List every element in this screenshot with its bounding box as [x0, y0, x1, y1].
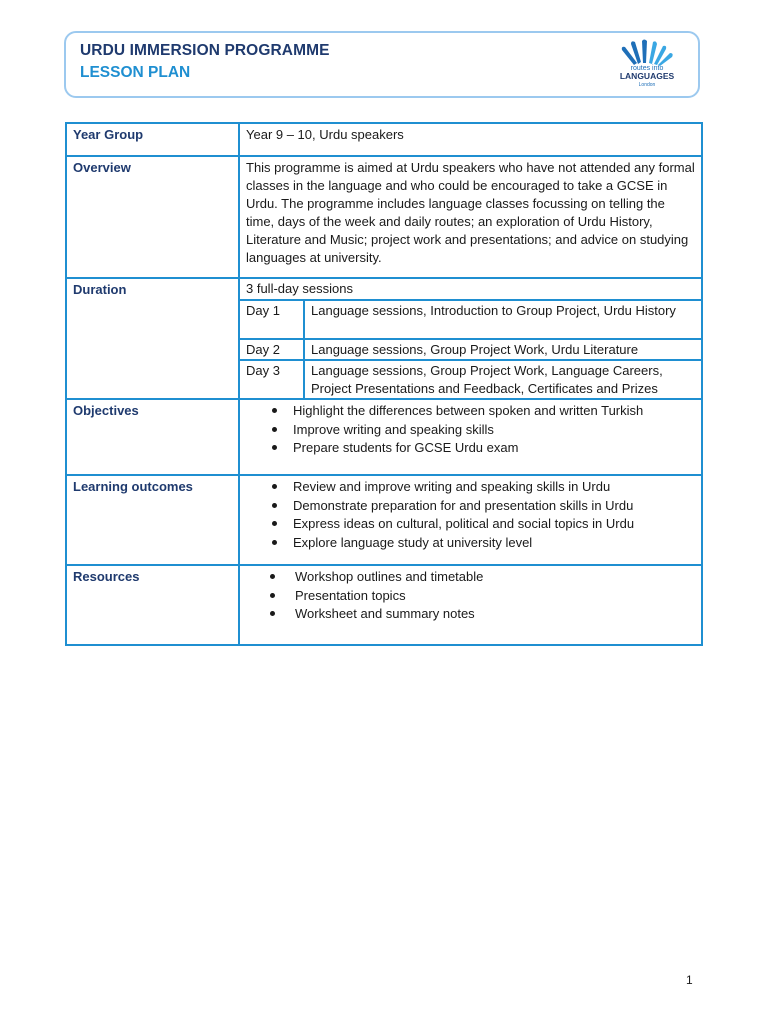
day-row	[240, 339, 701, 360]
list-item: Prepare students for GCSE Urdu exam	[246, 439, 696, 458]
day-label: Day 3	[240, 360, 304, 398]
row-overview	[66, 156, 702, 278]
label-overview: Overview	[66, 156, 239, 278]
value-year-group: Year 9 – 10, Urdu speakers	[239, 123, 702, 156]
label-objectives: Objectives	[66, 399, 239, 475]
lesson-plan-table	[65, 122, 703, 646]
duration-days-table	[240, 301, 701, 398]
document-subtitle: LESSON PLAN	[80, 64, 191, 81]
learning-outcomes-list	[246, 478, 696, 552]
resources-list	[246, 568, 696, 624]
objectives-list	[246, 402, 696, 458]
list-item: Explore language study at university level	[246, 534, 696, 553]
list-item: Workshop outlines and timetable	[246, 568, 696, 587]
logo-text-routes: routes into	[630, 65, 664, 72]
page-number: 1	[686, 973, 693, 987]
list-item: Highlight the differences between spoken and written Turkish	[246, 402, 696, 421]
day-label: Day 1	[240, 301, 304, 339]
label-learning-outcomes: Learning outcomes	[66, 475, 239, 565]
day-description: Language sessions, Introduction to Group Project, Urdu History	[311, 303, 676, 318]
logo-text-languages: LANGUAGES	[619, 71, 675, 81]
row-resources	[66, 565, 702, 645]
value-objectives	[239, 399, 702, 475]
header-box	[64, 31, 700, 98]
value-overview: This programme is aimed at Urdu speakers who have not attended any formal classes in the language and who could be encouraged to take a GCSE in Urdu. The programme includes language classes focussing on telling the time, days of the week and daily routes; an exploration of Urdu History, Literature and Music; project work and presentations; and advice on studying languages at university.	[239, 156, 702, 278]
list-item: Presentation topics	[246, 587, 696, 606]
logo-fan-icon	[616, 38, 678, 66]
value-resources	[239, 565, 702, 645]
document-title: URDU IMMERSION PROGRAMME	[80, 42, 330, 59]
day-description: Language sessions, Group Project Work, Language Careers, Project Presentations and Feedback, Certificates and Prizes	[304, 360, 701, 398]
day-description: Language sessions, Group Project Work, Urdu Literature	[304, 339, 701, 360]
row-learning-outcomes	[66, 475, 702, 565]
routes-into-languages-logo	[616, 38, 678, 94]
list-item: Improve writing and speaking skills	[246, 421, 696, 440]
logo-text-london: London	[638, 82, 656, 88]
list-item: Express ideas on cultural, political and social topics in Urdu	[246, 515, 696, 534]
value-learning-outcomes	[239, 475, 702, 565]
duration-summary: 3 full-day sessions	[240, 279, 701, 301]
label-resources: Resources	[66, 565, 239, 645]
row-year-group	[66, 123, 702, 156]
row-objectives	[66, 399, 702, 475]
row-duration	[66, 278, 702, 399]
day-label: Day 2	[240, 339, 304, 360]
day-row	[240, 301, 701, 339]
label-duration: Duration	[66, 278, 239, 399]
label-year-group: Year Group	[66, 123, 239, 156]
day-row	[240, 360, 701, 398]
list-item: Review and improve writing and speaking skills in Urdu	[246, 478, 696, 497]
list-item: Demonstrate preparation for and presentation skills in Urdu	[246, 497, 696, 516]
value-duration	[239, 278, 702, 399]
list-item: Worksheet and summary notes	[246, 605, 696, 624]
